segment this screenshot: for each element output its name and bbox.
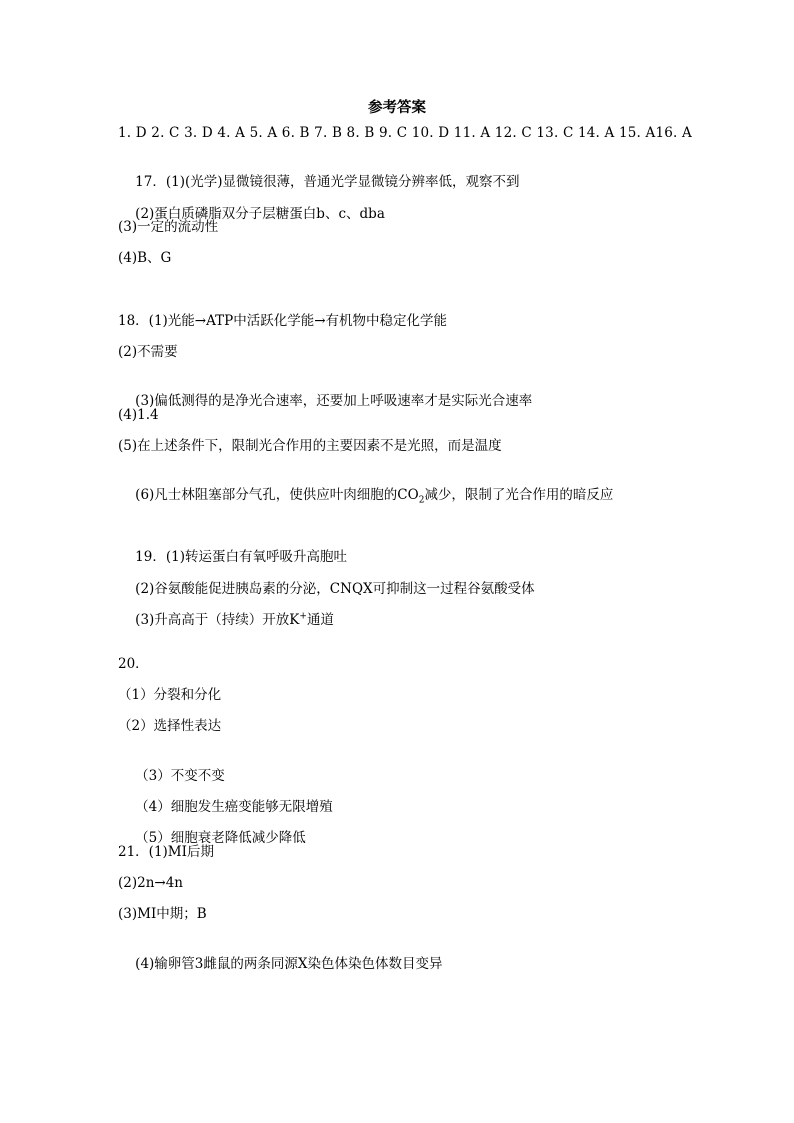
q21-p4-number: (4) [135, 956, 155, 972]
q19-p1-answer-b: 有氧呼吸 [238, 549, 293, 565]
q21-part4 [118, 937, 443, 972]
q20-part3 [118, 749, 225, 784]
q20-part1: （1）分裂和分化 [118, 687, 222, 703]
q17-part4: (4)B、G [118, 250, 172, 266]
q18-p3-number: (3) [135, 393, 155, 409]
q17-part1 [118, 155, 520, 190]
q19-part1 [118, 530, 347, 565]
q19-p1-answer-d: 胞吐 [319, 549, 347, 565]
q20-heading: 20． [118, 656, 149, 672]
q18-p6-post: 减少，限制了光合作用的暗反应 [424, 487, 614, 503]
q18-p6-pre: (6)凡士林阻塞部分气孔，使供应叶肉细胞的CO [135, 487, 419, 503]
q17-p1-number: 17．(1) [135, 174, 185, 190]
q20-p3-answer-a: （3）不变 [135, 768, 198, 784]
q19-p1-number: 19．(1) [135, 549, 185, 565]
q17-p2-number: (2) [135, 206, 155, 222]
q20-p5-answer-b: 降低 [224, 830, 252, 846]
q19-p3-number: (3) [135, 612, 155, 628]
multiple-choice-answers: 1. D 2. C 3. D 4. A 5. A 6. B 7. B 8. B 9. C 10. D 11. A 12. C 13. C 14. A 15. A16. A [118, 125, 692, 141]
q18-part2: (2)不需要 [118, 344, 178, 360]
q19-p1-answer-a: 转运蛋白 [184, 549, 239, 565]
q19-p3-answer-a: 升高 [154, 612, 182, 628]
q21-p4-answer-b: 3 [194, 956, 204, 972]
q17-p2-answer-e: b [368, 206, 377, 222]
q17-part3: (3)一定的流动性 [118, 219, 219, 235]
q20-p5-answer-a: （5）细胞衰老 [135, 830, 225, 846]
q17-p2-answer-f: a [376, 206, 385, 222]
q18-part3 [118, 374, 533, 409]
q18-p6-subscript: 2 [418, 495, 425, 506]
q20-p4-answer-a: （4）细胞发生癌变 [135, 799, 252, 815]
q17-part2 [118, 187, 385, 222]
q21-p4-answer-a: 输卵管 [154, 956, 195, 972]
q21-part1: 21．(1)MI后期 [118, 844, 214, 860]
q17-p2-answer-c: 糖蛋白 [275, 206, 317, 222]
q19-p2-number: (2) [135, 581, 155, 597]
q17-p1-answer-b: 很薄，普通光学显微镜分辨率低，观察不到 [263, 174, 520, 190]
q18-part4: (4)1.4 [118, 407, 159, 423]
q20-part5 [118, 811, 306, 846]
q19-p2-answer-a: 谷氨酸能促进胰岛素的分泌，CNQX可抑制这一过程 [154, 581, 468, 597]
q18-part5: (5)在上述条件下，限制光合作用的主要因素不是光照，而是温度 [118, 438, 502, 454]
q19-p1-answer-c: 升高 [292, 549, 320, 565]
q17-p1-answer-a: (光学)显微镜 [184, 174, 264, 190]
q18-part1: 18．(1)光能→ATP中活跃化学能→有机物中稳定化学能 [118, 313, 448, 329]
q20-p5-answer-c: 减少 [251, 830, 279, 846]
q17-p2-answer-a: 蛋白质 [154, 206, 195, 222]
q17-p2-answer-d: b、c、d [316, 206, 369, 222]
q18-p3-answer-b: 测得的是净光合速率，还要加上呼吸速率才是实际光合速率 [181, 393, 533, 409]
q20-p5-answer-d: 降低 [278, 830, 306, 846]
q21-part2: (2)2n→4n [118, 875, 184, 891]
q18-part6 [118, 468, 614, 506]
q21-p4-answer-d: 染色体数目变异 [348, 956, 443, 972]
q19-p3-answer-d-post: 通道 [306, 612, 334, 628]
q19-p2-answer-b: 谷氨酸受体 [467, 581, 535, 597]
q21-part3: (3)MI中期；B [118, 906, 207, 922]
page-title: 参考答案 [368, 100, 426, 116]
q20-part2: （2）选择性表达 [118, 718, 222, 734]
q20-part4 [118, 780, 333, 815]
q19-p3-answer-c: （持续）开放 [208, 612, 290, 628]
q21-p4-answer-c: 雌鼠的两条同源X染色体 [203, 956, 349, 972]
q17-p2-answer-b: 磷脂双分子层 [194, 206, 276, 222]
q20-p4-answer-b: 能够无限增殖 [251, 799, 333, 815]
q19-part3 [118, 593, 334, 628]
q20-p3-answer-b: 不变 [197, 768, 225, 784]
q18-p3-answer-a: 偏低 [154, 393, 182, 409]
q19-part2 [118, 562, 535, 597]
q19-p3-answer-b: 高于 [181, 612, 209, 628]
q19-p3-superscript: + [299, 611, 307, 622]
q19-p3-answer-d-pre: K [289, 612, 300, 628]
